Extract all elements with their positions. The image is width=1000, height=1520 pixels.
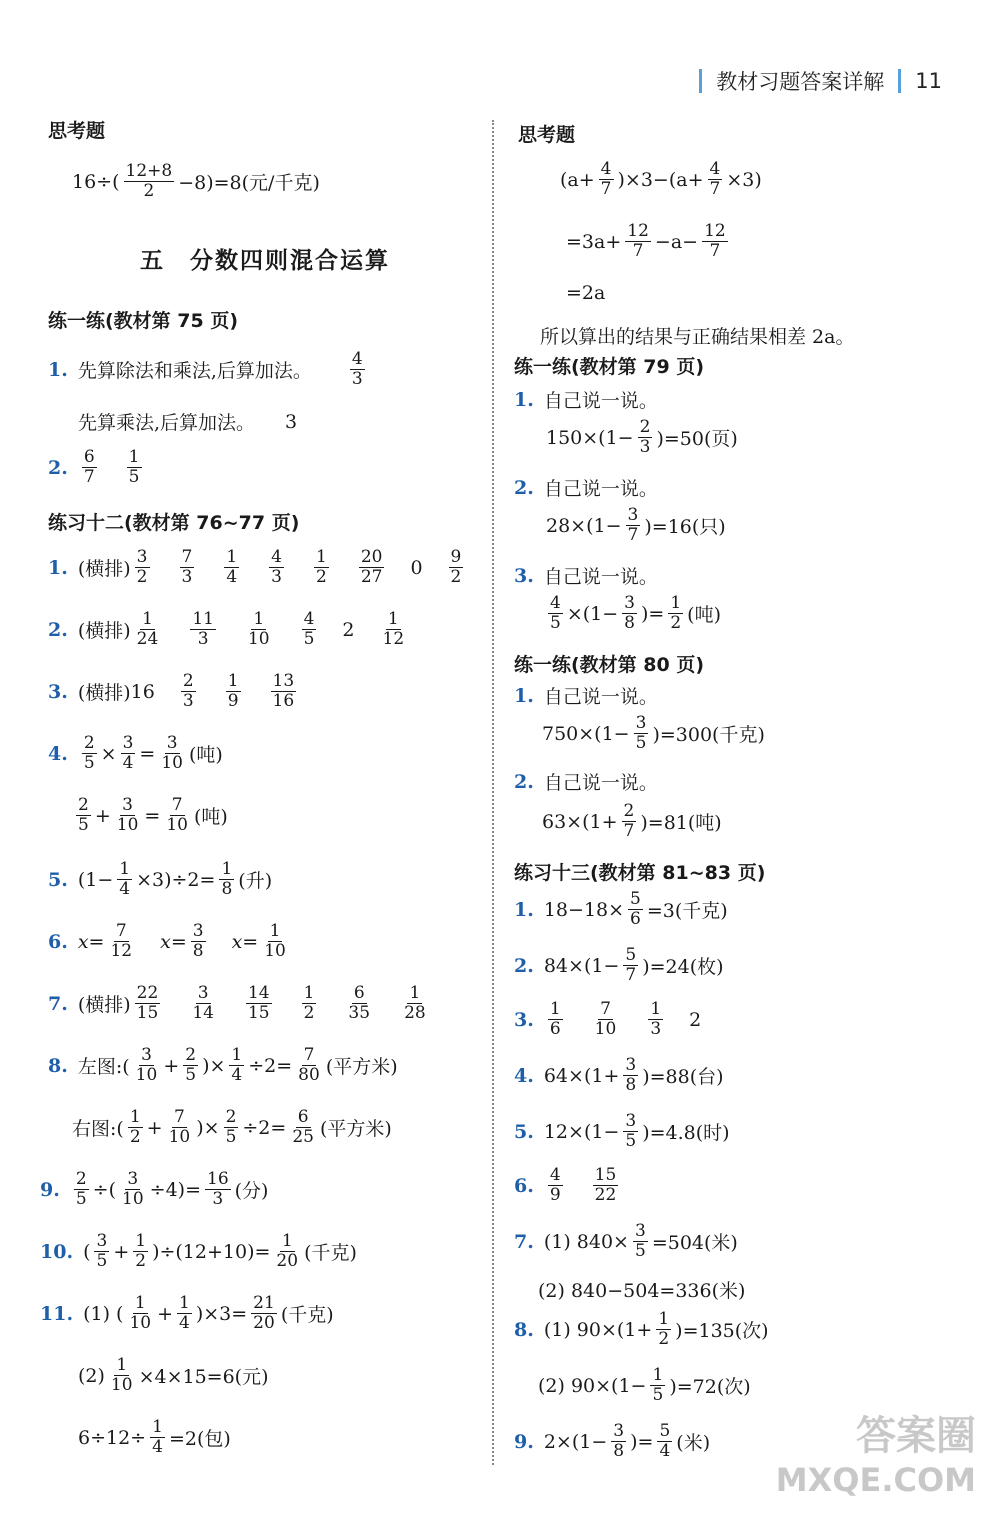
l-q11b: (2) $\frac{1}{10}$ ×4×15=6(元): [78, 1355, 269, 1395]
r-x8b: (2) 90×(1− $\frac{1}{5}$ )=72(次): [538, 1365, 751, 1405]
fraction: $\frac{1}{10}$: [264, 921, 286, 961]
fraction: $\frac{20}{27}$: [360, 547, 383, 587]
chapter-title: 五 分数四则混合运算: [140, 248, 390, 274]
r-x6: [514, 1166, 622, 1205]
fraction: $\frac{1}{28}$: [404, 983, 426, 1023]
item-number: 2.: [514, 476, 534, 499]
r-80-q1: 1. 自己说一说。: [514, 684, 658, 708]
section-heading-80: 练一练(教材第 80 页): [514, 654, 705, 676]
item-number: 5.: [48, 868, 68, 891]
fraction: $\frac{7}{3}$: [181, 547, 193, 587]
fraction: $\frac{2}{5}$: [83, 733, 95, 773]
fraction: $\frac{2}{5}$: [78, 795, 89, 835]
item-number: 1.: [514, 388, 534, 411]
fraction: $\frac{6}{25}$: [292, 1107, 314, 1147]
section-heading-76-77: 练习十二(教材第 76~77 页): [48, 512, 300, 534]
fraction: $\frac{1}{2}$: [129, 1107, 141, 1147]
fraction: $\frac{1}{2}$: [670, 593, 682, 633]
fraction: $\frac{13}{16}$: [272, 671, 295, 711]
fraction: $\frac{1}{4}$: [119, 859, 131, 899]
l-q4b: $\frac{2}{5}$ + $\frac{3}{10}$ = $\frac{7}{10}$ (吨): [78, 795, 228, 835]
item-number: 10.: [40, 1240, 74, 1263]
r-think-2: =3a+ $\frac{12}{7}$ −a− $\frac{12}{7}$: [566, 221, 726, 261]
fraction: $\frac{1}{9}$: [227, 671, 239, 711]
fraction: $\frac{6}{7}$: [83, 447, 95, 487]
item-number: 6.: [514, 1174, 534, 1197]
fraction: $\frac{3}{5}$: [634, 1221, 646, 1261]
header-bar: [699, 69, 702, 93]
fraction: $\frac{5}{6}$: [630, 889, 641, 929]
l-s1-q1a: 1. 先算除法和乘法,后算加法。 $\frac{4}{3}$: [48, 349, 363, 389]
item-number: 1.: [514, 898, 534, 921]
fraction: $\frac{1}{5}$: [652, 1365, 664, 1405]
left-think-answer: [72, 162, 320, 201]
fraction: $\frac{1}{12}$: [382, 609, 405, 649]
l-q2: 2. (横排) $\frac{1}{24}$ $\frac{11}{3}$ $\frac{1}{10}$ $\frac{4}{5}$ 2 $\frac{1}{12}$: [48, 609, 405, 649]
fraction: $\frac{1}{5}$: [128, 447, 140, 487]
fraction: $\frac{1}{2}$: [303, 983, 315, 1023]
r-79-a2: 28×(1− $\frac{3}{7}$ )=16(只): [546, 505, 726, 545]
fraction: $\frac{3}{10}$: [116, 795, 139, 835]
item-number: 1.: [48, 358, 68, 381]
r-x5: 5. 12×(1− $\frac{3}{5}$ )=4.8(时): [514, 1111, 730, 1151]
fraction: $\frac{11}{3}$: [192, 609, 214, 649]
r-x9: 9. 2×(1− $\frac{3}{8}$ )= $\frac{5}{4}$ (米): [514, 1421, 711, 1461]
fraction: $\frac{2}{5}$: [225, 1107, 237, 1147]
item-number: 4.: [514, 1064, 534, 1087]
fraction: $\frac{2}{3}$: [639, 417, 651, 457]
fraction: $\frac{7}{10}$: [594, 999, 617, 1039]
item-number: 8.: [48, 1054, 68, 1077]
fraction: $\frac{9}{2}$: [450, 547, 462, 587]
fraction: $\frac{1}{10}$: [247, 609, 270, 649]
item-number: 9.: [40, 1178, 60, 1201]
fraction: $\frac{22}{15}$: [136, 983, 159, 1023]
r-think-1: (a+ $\frac{4}{7}$ )×3−(a+ $\frac{4}{7}$ ×3): [560, 159, 762, 199]
fraction: $\frac{3}{8}$: [613, 1421, 625, 1461]
l-q3: 3. (横排) 16 $\frac{2}{3}$ $\frac{1}{9}$ $\frac{13}{16}$: [48, 671, 295, 711]
item-number: 3.: [48, 680, 68, 703]
l-q7: 7. (横排) $\frac{22}{15}$ $\frac{3}{14}$ $\frac{14}{15}$ $\frac{1}{2}$ $\frac{6}{35}$ $\frac{1}{28}$: [48, 983, 426, 1023]
left-think-title: 思考题: [48, 120, 106, 142]
item-number: 1.: [514, 684, 534, 707]
r-x7a: 7. (1) 840× $\frac{3}{5}$ =504(米): [514, 1221, 738, 1261]
header-bar-2: [898, 69, 901, 93]
fraction: $\frac{4}{7}$: [600, 159, 612, 199]
item-number: 9.: [514, 1430, 534, 1453]
fraction: $\frac{3}{5}$: [96, 1231, 108, 1271]
item-number: 3.: [514, 564, 534, 587]
l-q8b: 右图:( $\frac{1}{2}$ + $\frac{7}{10}$ )× $\frac{2}{5}$ ÷2= $\frac{6}{25}$ (平方米): [72, 1107, 392, 1147]
section-heading-75: 练一练(教材第 75 页): [48, 310, 239, 332]
fraction: $\frac{7}{80}$: [298, 1045, 320, 1085]
item-number: 7.: [514, 1230, 534, 1253]
page-header: [685, 66, 942, 96]
item-number: 2.: [514, 954, 534, 977]
r-79-a3: $\frac{4}{5}$ ×(1− $\frac{3}{8}$ )= $\frac{1}{2}$ (吨): [550, 593, 721, 633]
item-number: 7.: [48, 992, 68, 1015]
fraction: $\frac{1}{2}$: [135, 1231, 147, 1271]
l-q11a: 11. (1) ( $\frac{1}{10}$ + $\frac{1}{4}$ )×3= $\frac{21}{20}$ (千克): [40, 1293, 334, 1333]
fraction: $\frac{16}{3}$: [207, 1169, 229, 1209]
fraction: $\frac{12}{7}$: [627, 221, 649, 261]
r-80-a2: 63×(1+ $\frac{2}{7}$ )=81(吨): [542, 801, 722, 841]
fraction: $\frac{3}{5}$: [635, 713, 647, 753]
fraction: $\frac{2}{3}$: [182, 671, 194, 711]
fraction: $\frac{1}{2}$: [658, 1309, 670, 1349]
l-q4a: 4. $\frac{2}{5}$ × $\frac{3}{4}$ = $\frac{3}{10}$ (吨): [48, 733, 223, 773]
fraction: $\frac{4}{3}$: [271, 547, 282, 587]
fraction: $\frac{12+8}{2}$: [125, 161, 173, 201]
l-q6: 6. x= $\frac{7}{12}$ x= $\frac{3}{8}$ x= $\frac{1}{10}$: [48, 921, 286, 961]
fraction: $\frac{4}{9}$: [549, 1165, 561, 1205]
l-q8a: 8. 左图:( $\frac{3}{10}$ + $\frac{2}{5}$ )× $\frac{1}{4}$ ÷2= $\frac{7}{80}$ (平方米): [48, 1045, 398, 1085]
fraction: $\frac{2}{7}$: [623, 801, 635, 841]
l-s1-q1b: 先算乘法,后算加法。 3: [78, 410, 298, 434]
fraction: $\frac{3}{10}$: [161, 733, 183, 773]
r-x4: 4. 64×(1+ $\frac{3}{8}$ )=88(台): [514, 1055, 724, 1095]
item-number: 4.: [48, 742, 68, 765]
fraction: $\frac{21}{20}$: [253, 1293, 275, 1333]
fraction: $\frac{2}{5}$: [185, 1045, 197, 1085]
fraction: $\frac{2}{5}$: [75, 1169, 87, 1209]
fraction: $\frac{14}{15}$: [247, 983, 270, 1023]
r-80-q2: 2. 自己说一说。: [514, 770, 658, 794]
r-x1: 1. 18−18× $\frac{5}{6}$ =3(千克): [514, 889, 728, 929]
fraction: $\frac{1}{10}$: [129, 1293, 152, 1333]
column-divider: [492, 120, 494, 1465]
r-x7b: (2) 840−504=336(米): [538, 1280, 746, 1302]
l-q5: 5. (1− $\frac{1}{4}$ ×3)÷2= $\frac{1}{8}$ (升): [48, 859, 273, 899]
item-number: 6.: [48, 930, 68, 953]
fraction: $\frac{1}{2}$: [315, 547, 327, 587]
fraction: $\frac{5}{4}$: [659, 1421, 671, 1461]
fraction: $\frac{5}{7}$: [625, 945, 637, 985]
fraction: $\frac{12}{7}$: [704, 221, 726, 261]
fraction: $\frac{3}{10}$: [122, 1169, 144, 1209]
item-number: 2.: [514, 770, 534, 793]
r-79-q3: 3. 自己说一说。: [514, 564, 658, 588]
fraction: $\frac{1}{24}$: [136, 609, 159, 649]
r-think-3: =2a: [566, 282, 606, 304]
item-number: 2.: [48, 618, 68, 641]
fraction: $\frac{7}{12}$: [110, 921, 133, 961]
r-79-a1: 150×(1− $\frac{2}{3}$ )=50(页): [546, 417, 738, 457]
fraction: $\frac{1}{3}$: [650, 999, 662, 1039]
item-number: 1.: [48, 556, 68, 579]
fraction: $\frac{3}{8}$: [192, 921, 204, 961]
fraction: $\frac{6}{35}$: [348, 983, 371, 1023]
l-s1-q2: [48, 448, 146, 487]
fraction: $\frac{1}{6}$: [549, 999, 561, 1039]
l-q1: 1. (横排) $\frac{3}{2}$ $\frac{7}{3}$ $\frac{1}{4}$ $\frac{4}{3}$ $\frac{1}{2}$ $\frac{20}{27}$ 0 $\frac{9}{2}$: [48, 547, 462, 587]
fraction: $\frac{3}{7}$: [627, 505, 639, 545]
fraction: $\frac{3}{14}$: [192, 983, 214, 1023]
r-x8a: 8. (1) 90×(1+ $\frac{1}{2}$ )=135(次): [514, 1309, 769, 1349]
fraction: $\frac{4}{3}$: [351, 349, 363, 389]
fraction: $\frac{4}{7}$: [709, 159, 721, 199]
fraction: $\frac{3}{5}$: [625, 1111, 637, 1151]
r-79-q2: 2. 自己说一说。: [514, 476, 658, 500]
l-q10: 10. ( $\frac{3}{5}$ + $\frac{1}{2}$ )÷(12+10)= $\frac{1}{20}$ (千克): [40, 1231, 357, 1271]
section-heading-79: 练一练(教材第 79 页): [514, 356, 705, 378]
text: 16÷(: [72, 170, 120, 193]
fraction: $\frac{7}{10}$: [166, 795, 188, 835]
page-number: 11: [915, 69, 942, 93]
fraction: $\frac{1}{4}$: [179, 1293, 190, 1333]
text: −8)=8(元/千克): [178, 172, 320, 194]
fraction: $\frac{1}{8}$: [221, 859, 233, 899]
item-number: 2.: [48, 456, 68, 479]
l-q11c: 6÷12÷ $\frac{1}{4}$ =2(包): [78, 1417, 231, 1457]
fraction: $\frac{4}{5}$: [303, 609, 315, 649]
item-number: 11.: [40, 1302, 74, 1325]
fraction: $\frac{3}{8}$: [625, 1055, 637, 1095]
r-x3: 3. $\frac{1}{6}$ $\frac{7}{10}$ $\frac{1}{3}$ 2: [514, 999, 702, 1039]
item-number: 5.: [514, 1120, 534, 1143]
right-think-title: 思考题: [518, 124, 576, 146]
r-x2: 2. 84×(1− $\frac{5}{7}$ )=24(枚): [514, 945, 724, 985]
fraction: $\frac{1}{4}$: [152, 1417, 163, 1457]
fraction: $\frac{3}{4}$: [122, 733, 134, 773]
fraction: $\frac{1}{10}$: [110, 1355, 133, 1395]
item-number: 8.: [514, 1318, 534, 1341]
watermark: 答案圈 MXQE.COM: [775, 1413, 976, 1499]
fraction: $\frac{3}{8}$: [624, 593, 635, 633]
fraction: $\frac{1}{20}$: [276, 1231, 299, 1271]
l-q9: 9. $\frac{2}{5}$ ÷( $\frac{3}{10}$ ÷4)= $\frac{16}{3}$ (分): [40, 1169, 269, 1209]
fraction: $\frac{15}{22}$: [594, 1165, 617, 1205]
item-number: 3.: [514, 1008, 534, 1031]
fraction: $\frac{4}{5}$: [550, 593, 561, 633]
fraction: $\frac{1}{4}$: [231, 1045, 243, 1085]
r-79-q1: 1. 自己说一说。: [514, 388, 658, 412]
header-title: 教材习题答案详解: [716, 70, 885, 94]
fraction: $\frac{3}{10}$: [135, 1045, 158, 1085]
r-think-4: 所以算出的结果与正确结果相差 2a。: [540, 326, 855, 348]
fraction: $\frac{1}{4}$: [226, 547, 238, 587]
r-80-a1: 750×(1− $\frac{3}{5}$ )=300(千克): [542, 713, 765, 753]
section-heading-81-83: 练习十三(教材第 81~83 页): [514, 862, 766, 884]
fraction: $\frac{7}{10}$: [168, 1107, 191, 1147]
fraction: $\frac{3}{2}$: [136, 547, 148, 587]
